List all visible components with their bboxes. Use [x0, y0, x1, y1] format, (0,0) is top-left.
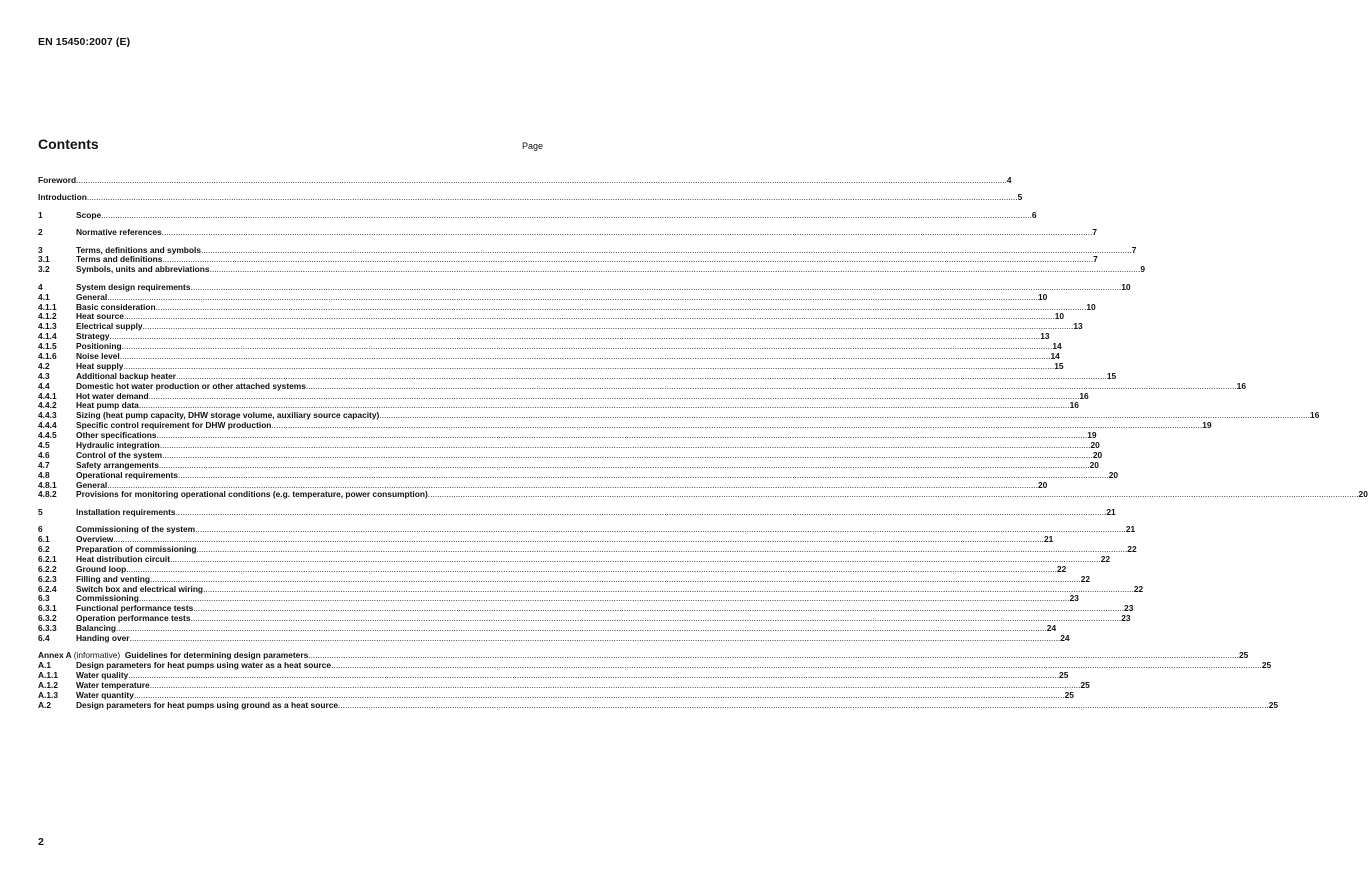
toc-entry-page: 10 — [1054, 311, 1065, 322]
toc-entry-page: 6 — [1031, 209, 1037, 220]
toc-leader-dots: ................................................................................................................................................................................................................................................................................................................................................................................................................ — [138, 593, 1070, 604]
toc-entry-title: Specific control requirement for DHW production — [76, 420, 272, 431]
toc-leader-dots: ................................................................................................................................................................................................................................................................................................................................................................................................................ — [162, 449, 1093, 460]
toc-entry-title: Water quantity — [76, 689, 134, 700]
toc-entry-title: Basic consideration — [76, 301, 156, 312]
toc-entry-title: Design parameters for heat pumps using ground as a heat source — [76, 699, 339, 710]
toc-entry-number: 4.4.4 — [38, 420, 57, 431]
toc-entry-page: 25 — [1080, 680, 1090, 691]
toc-entry-title: Noise level — [76, 350, 120, 361]
toc-entry[interactable] — [38, 209, 1037, 221]
toc-entry-title: Operational requirements — [76, 469, 178, 480]
toc-leader-dots: ................................................................................................................................................................................................................................................................................................................................................................................................................ — [159, 439, 1091, 450]
toc-entry-page: 24 — [1046, 623, 1057, 634]
toc-leader-dots: ................................................................................................................................................................................................................................................................................................................................................................................................................ — [201, 244, 1132, 255]
toc-entry-page: 22 — [1080, 573, 1091, 584]
toc-entry-title: Provisions for monitoring operational conditions (e.g. temperature, power consumption) — [76, 489, 428, 500]
toc-entry-page: 25 — [1239, 650, 1249, 661]
toc-entry-page: 21 — [1044, 534, 1054, 545]
toc-entry-page: 20 — [1037, 479, 1048, 490]
toc-entry-title: System design requirements — [76, 281, 191, 292]
toc-entry-number: 3.1 — [38, 254, 50, 265]
toc-entry-page: 22 — [1100, 553, 1111, 564]
toc-leader-dots: ................................................................................................................................................................................................................................................................................................................................................................................................................ — [128, 670, 1060, 681]
toc-entry-number: A.1.1 — [38, 670, 59, 681]
toc-entry[interactable] — [38, 264, 1145, 275]
toc-entry-page: 7 — [1093, 254, 1098, 265]
toc-entry-page: 24 — [1060, 633, 1070, 644]
toc-entry-page: 25 — [1059, 670, 1069, 681]
toc-entry-title: Introduction — [38, 192, 87, 203]
toc-entry-title: Additional backup heater — [76, 370, 177, 381]
toc-entry-title: Domestic hot water production or other attached systems — [76, 380, 306, 391]
toc-entry-number: 6.2.2 — [38, 563, 57, 574]
toc-entry-number: 4.7 — [38, 459, 50, 470]
toc-leader-dots: ................................................................................................................................................................................................................................................................................................................................................................................................................ — [123, 311, 1055, 322]
toc-entry-number: 4.4 — [38, 380, 50, 391]
toc-entry-title: Filling and venting — [76, 573, 150, 584]
toc-entry[interactable] — [38, 192, 1023, 203]
toc-entry-number: 4.1.1 — [38, 301, 57, 312]
toc-entry-page: 10 — [1086, 301, 1096, 312]
toc-leader-dots: ................................................................................................................................................................................................................................................................................................................................................................................................................ — [338, 699, 1269, 710]
toc-entry[interactable] — [38, 175, 1012, 186]
toc-entry-title: Heat distribution circuit — [76, 553, 170, 564]
toc-annex-title: Guidelines for determining design parameters — [120, 650, 309, 661]
toc-entry-page: 10 — [1037, 291, 1048, 302]
toc-entry-title: Switch box and electrical wiring — [76, 583, 204, 594]
toc-entry-title: Overview — [76, 534, 114, 545]
toc-entry-number: 6 — [38, 524, 43, 535]
toc-entry-number: 4.2 — [38, 360, 50, 371]
toc-entry[interactable] — [38, 633, 1070, 644]
document-header: EN 15450:2007 (E) — [38, 36, 131, 48]
toc-annex-label: Annex A — [38, 650, 74, 661]
toc-leader-dots: ................................................................................................................................................................................................................................................................................................................................................................................................................ — [379, 410, 1311, 421]
toc-entry-page: 22 — [1127, 544, 1137, 554]
toc-entry-page: 13 — [1040, 331, 1050, 342]
toc-entry-page: 19 — [1202, 420, 1212, 431]
toc-entry-page: 16 — [1310, 410, 1320, 421]
toc-leader-dots: ................................................................................................................................................................................................................................................................................................................................................................................................................ — [190, 613, 1122, 624]
toc-entry-page: 23 — [1121, 613, 1131, 624]
toc-leader-dots: ................................................................................................................................................................................................................................................................................................................................................................................................................ — [129, 633, 1061, 644]
toc-leader-dots: ................................................................................................................................................................................................................................................................................................................................................................................................................ — [101, 209, 1032, 220]
toc-entry-number: 4.1.4 — [38, 331, 57, 342]
toc-leader-dots: ................................................................................................................................................................................................................................................................................................................................................................................................................ — [86, 192, 1018, 203]
page-column-label: Page — [522, 141, 544, 151]
toc-entry-page: 15 — [1054, 360, 1064, 371]
toc-entry-title: Foreword — [38, 175, 77, 185]
toc-entry-title: Control of the system — [76, 449, 163, 460]
toc-entry-number: 6.2.1 — [38, 553, 57, 564]
toc-entry-number: 6.4 — [38, 633, 50, 644]
toc-entry-page: 23 — [1124, 603, 1134, 614]
toc-leader-dots: ................................................................................................................................................................................................................................................................................................................................................................................................................ — [196, 544, 1128, 554]
toc-entry-number: 6.1 — [38, 534, 50, 545]
toc-entry-number: A.1.3 — [38, 689, 59, 700]
toc-entry-title: Heat pump data — [76, 400, 139, 411]
toc-entry-title: Balancing — [76, 623, 117, 634]
toc-leader-dots: ................................................................................................................................................................................................................................................................................................................................................................................................................ — [158, 459, 1090, 470]
toc-entry-title: Ground loop — [76, 563, 127, 574]
toc-entry-number: 4.4.1 — [38, 390, 57, 401]
toc-entry-title: Hydraulic integration — [76, 439, 160, 450]
toc-entry-number: 3 — [38, 244, 43, 255]
toc-entry-page: 16 — [1079, 390, 1089, 401]
toc-entry-number: 4.5 — [38, 439, 50, 450]
toc-entry-page: 25 — [1261, 660, 1272, 671]
toc-entry-number: 4.4.3 — [38, 410, 57, 421]
toc-leader-dots: ................................................................................................................................................................................................................................................................................................................................................................................................................ — [427, 489, 1359, 500]
toc-entry-page: 20 — [1092, 449, 1103, 460]
toc-entry-number: 4.1.5 — [38, 341, 57, 352]
toc-leader-dots: ................................................................................................................................................................................................................................................................................................................................................................................................................ — [148, 390, 1080, 401]
toc-entry-number: 4.1.3 — [38, 321, 57, 332]
toc-leader-dots: ................................................................................................................................................................................................................................................................................................................................................................................................................ — [305, 380, 1237, 391]
toc-annex-informative: (informative) — [73, 650, 121, 661]
toc-entry-title: Commissioning — [76, 593, 139, 604]
toc-entry-title: Heat source — [76, 311, 124, 322]
toc-entry-title: Scope — [76, 209, 102, 220]
toc-entry-title: Sizing (heat pump capacity, DHW storage volume, auxiliary source capacity) — [76, 410, 380, 421]
toc-entry-number: 4.1 — [38, 291, 50, 302]
toc-entry-page: 20 — [1108, 469, 1119, 480]
toc-entry-page: 16 — [1236, 380, 1246, 391]
toc-entry-page: 22 — [1133, 583, 1144, 594]
toc-entry-number: 2 — [38, 227, 43, 238]
toc-leader-dots: ................................................................................................................................................................................................................................................................................................................................................................................................................ — [119, 350, 1051, 361]
toc-entry-number: 4.8 — [38, 469, 50, 480]
toc-leader-dots: ................................................................................................................................................................................................................................................................................................................................................................................................................ — [175, 506, 1107, 517]
toc-entry-title: Strategy — [76, 331, 110, 342]
toc-entry-title: General — [76, 291, 108, 302]
toc-leader-dots: ................................................................................................................................................................................................................................................................................................................................................................................................................ — [107, 291, 1038, 302]
toc-entry-title: Design parameters for heat pumps using water as a heat source — [76, 660, 332, 671]
toc-entry-title: Water quality — [76, 670, 129, 681]
toc-entry-page: 21 — [1106, 506, 1116, 517]
toc-leader-dots: ................................................................................................................................................................................................................................................................................................................................................................................................................ — [209, 264, 1141, 275]
toc-entry-title: Handing over — [76, 633, 130, 644]
toc-entry-title: Heat supply — [76, 360, 124, 371]
toc-leader-dots: ................................................................................................................................................................................................................................................................................................................................................................................................................ — [190, 281, 1122, 292]
toc-entry-number: 3.2 — [38, 264, 50, 275]
toc-entry-number: 4 — [38, 281, 43, 292]
toc-entry-number: 4.4.5 — [38, 430, 57, 441]
toc-leader-dots: ................................................................................................................................................................................................................................................................................................................................................................................................................ — [308, 650, 1240, 661]
toc-entry-page: 13 — [1073, 321, 1083, 332]
toc-entry-page: 10 — [1121, 281, 1131, 292]
page-number: 2 — [38, 836, 44, 848]
toc-entry-title: Electrical supply — [76, 321, 143, 332]
toc-leader-dots: ................................................................................................................................................................................................................................................................................................................................................................................................................ — [121, 341, 1053, 352]
toc-entry-number: 5 — [38, 506, 43, 517]
toc-entry-title: Positioning — [76, 341, 122, 352]
toc-entry-number: 6.2 — [38, 544, 50, 554]
toc-entry-number: A.1.2 — [38, 680, 59, 691]
toc-entry-page: 9 — [1140, 264, 1145, 275]
toc-leader-dots: ................................................................................................................................................................................................................................................................................................................................................................................................................ — [195, 524, 1126, 535]
toc-leader-dots: ................................................................................................................................................................................................................................................................................................................................................................................................................ — [203, 583, 1134, 594]
toc-entry-page: 15 — [1106, 370, 1117, 381]
toc-leader-dots: ................................................................................................................................................................................................................................................................................................................................................................................................................ — [138, 400, 1070, 411]
toc-entry-page: 22 — [1057, 563, 1067, 574]
toc-leader-dots: ................................................................................................................................................................................................................................................................................................................................................................................................................ — [123, 360, 1055, 371]
toc-entry-title: Functional performance tests — [76, 603, 194, 614]
toc-entry-number: 6.3.3 — [38, 623, 57, 634]
toc-entry-number: 4.1.6 — [38, 350, 57, 361]
toc-entry-title: Normative references — [76, 227, 162, 238]
toc-entry-number: 4.1.2 — [38, 311, 57, 322]
toc-entry-page: 21 — [1125, 524, 1136, 535]
toc-entry-page: 20 — [1090, 439, 1100, 450]
toc-leader-dots: ................................................................................................................................................................................................................................................................................................................................................................................................................ — [271, 420, 1203, 431]
table-of-contents — [38, 175, 1368, 711]
toc-leader-dots: ................................................................................................................................................................................................................................................................................................................................................................................................................ — [193, 603, 1125, 614]
toc-entry-title: Commissioning of the system — [76, 524, 196, 535]
toc-entry-page: 14 — [1050, 350, 1060, 361]
toc-entry-page: 14 — [1052, 341, 1062, 352]
toc-entry[interactable] — [38, 489, 1368, 500]
toc-entry-number: A.2 — [38, 699, 52, 710]
toc-entry-page: 25 — [1064, 689, 1074, 700]
toc-entry-page: 7 — [1092, 227, 1098, 238]
toc-entry-page: 20 — [1089, 459, 1099, 470]
toc-entry-number: 6.3 — [38, 593, 50, 604]
toc-leader-dots: ................................................................................................................................................................................................................................................................................................................................................................................................................ — [331, 660, 1262, 671]
toc-entry-number: A.1 — [38, 660, 52, 671]
toc-leader-dots: ................................................................................................................................................................................................................................................................................................................................................................................................................ — [156, 430, 1088, 441]
toc-entry-number: 1 — [38, 209, 43, 220]
toc-leader-dots: ................................................................................................................................................................................................................................................................................................................................................................................................................ — [177, 469, 1109, 480]
toc-leader-dots: ................................................................................................................................................................................................................................................................................................................................................................................................................ — [176, 370, 1107, 381]
toc-leader-dots: ................................................................................................................................................................................................................................................................................................................................................................................................................ — [142, 321, 1074, 332]
toc-entry-title: Hot water demand — [76, 390, 149, 401]
toc-entry-title: Safety arrangements — [76, 459, 159, 470]
toc-entry-title: Water temperature — [76, 680, 150, 691]
toc-leader-dots: ................................................................................................................................................................................................................................................................................................................................................................................................................ — [133, 689, 1065, 700]
toc-entry-page: 5 — [1017, 192, 1023, 203]
toc-entry[interactable] — [38, 506, 1116, 518]
toc-entry-title: Terms, definitions and symbols — [76, 244, 202, 255]
toc-entry-number: 4.3 — [38, 370, 50, 381]
toc-entry-number: 4.8.2 — [38, 489, 57, 500]
toc-entry-page: 7 — [1131, 244, 1137, 255]
toc-leader-dots: ................................................................................................................................................................................................................................................................................................................................................................................................................ — [155, 301, 1087, 312]
toc-entry-title: Operation performance tests — [76, 613, 191, 624]
toc-leader-dots: ................................................................................................................................................................................................................................................................................................................................................................................................................ — [109, 331, 1041, 342]
toc-leader-dots: ................................................................................................................................................................................................................................................................................................................................................................................................................ — [162, 254, 1094, 265]
toc-entry-page: 20 — [1358, 489, 1368, 500]
contents-title: Contents — [38, 136, 99, 152]
toc-entry-page: 16 — [1069, 400, 1079, 411]
toc-entry-number: 4.8.1 — [38, 479, 57, 490]
toc-entry-title: Preparation of commissioning — [76, 544, 197, 554]
toc-entry-number: 4.4.2 — [38, 400, 57, 411]
toc-entry-page: 25 — [1268, 699, 1279, 710]
toc-entry-page: 23 — [1069, 593, 1079, 604]
toc-entry-title: Terms and definitions — [76, 254, 163, 265]
toc-entry-number: 6.2.4 — [38, 583, 57, 594]
toc-entry-title: Other specifications — [76, 430, 157, 441]
toc-leader-dots: ................................................................................................................................................................................................................................................................................................................................................................................................................ — [107, 479, 1038, 490]
toc-entry-number: 6.3.2 — [38, 613, 57, 624]
toc-entry[interactable] — [38, 227, 1098, 238]
toc-entry-number: 4.6 — [38, 449, 50, 460]
toc-leader-dots: ................................................................................................................................................................................................................................................................................................................................................................................................................ — [113, 534, 1044, 545]
toc-leader-dots: ................................................................................................................................................................................................................................................................................................................................................................................................................ — [170, 553, 1101, 564]
toc-leader-dots: ................................................................................................................................................................................................................................................................................................................................................................................................................ — [126, 563, 1057, 574]
toc-leader-dots: ................................................................................................................................................................................................................................................................................................................................................................................................................ — [161, 227, 1093, 238]
toc-leader-dots: ................................................................................................................................................................................................................................................................................................................................................................................................................ — [76, 175, 1007, 185]
toc-entry-title: Installation requirements — [76, 506, 176, 517]
toc-leader-dots: ................................................................................................................................................................................................................................................................................................................................................................................................................ — [149, 680, 1081, 691]
toc-entry-number: 6.2.3 — [38, 573, 57, 584]
toc-leader-dots: ................................................................................................................................................................................................................................................................................................................................................................................................................ — [149, 573, 1081, 584]
toc-entry-page: 4 — [1006, 175, 1012, 185]
toc-leader-dots: ................................................................................................................................................................................................................................................................................................................................................................................................................ — [116, 623, 1047, 634]
toc-entry-title: Symbols, units and abbreviations — [76, 264, 210, 275]
toc-entry-page: 19 — [1087, 430, 1097, 441]
toc-entry-number: 6.3.1 — [38, 603, 57, 614]
toc-entry[interactable] — [38, 699, 1279, 711]
toc-entry-title: General — [76, 479, 108, 490]
